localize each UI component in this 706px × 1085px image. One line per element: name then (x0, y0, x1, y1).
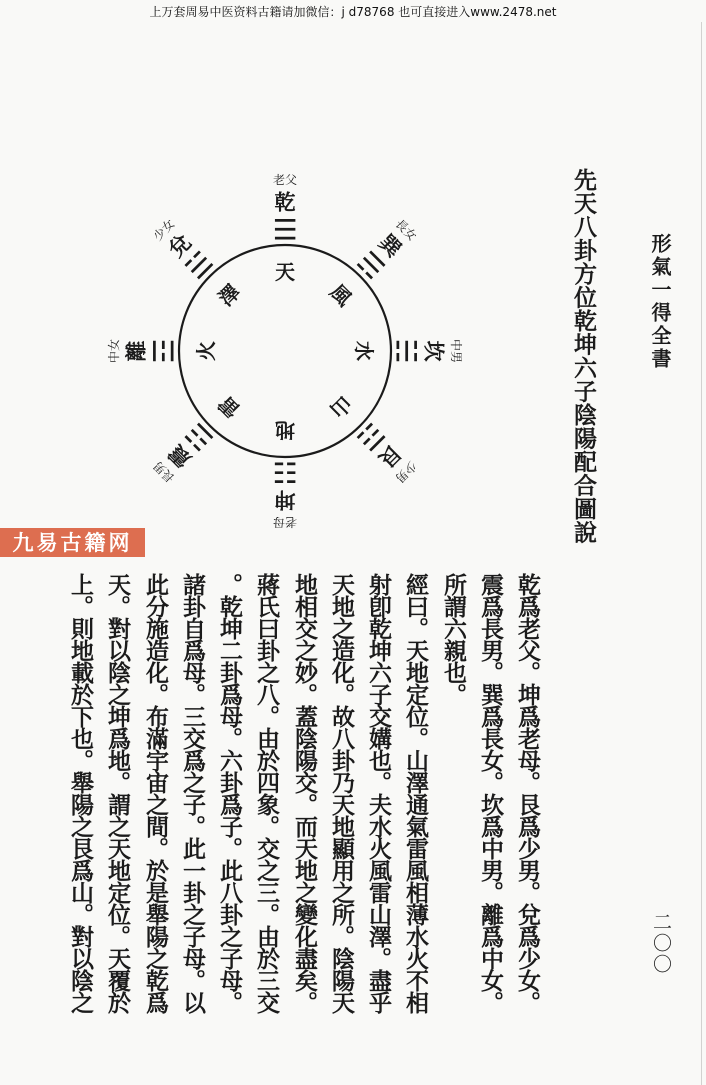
xun-element-label: 風 (325, 279, 357, 311)
body-column: 震爲長男。巽爲長女。坎爲中男。離爲中女。 (477, 573, 504, 1013)
qian-element-label: 天 (275, 260, 295, 284)
kun-trigram-icon: ☷ (272, 455, 298, 489)
body-column: 。乾坤二卦爲母。六卦爲子。此八卦之子母。 (216, 573, 243, 1013)
xun-trigram-group (323, 216, 419, 312)
running-title: 形氣一得全書 (648, 233, 672, 371)
dui-name-label: 兌 (163, 229, 196, 262)
kan-relation-label: 中男 (449, 338, 463, 364)
zhen-relation-label: 長男 (150, 458, 178, 486)
kun-relation-label: 老母 (272, 515, 298, 529)
page-number: 二〇〇 (650, 912, 672, 975)
header-notice: 上万套周易中医资料古籍请加微信：j d78768 也可直接进入www.2478.net (149, 5, 557, 19)
gen-relation-label: 少男 (392, 458, 420, 486)
dui-element-label: 澤 (213, 279, 245, 311)
li-relation-label: 中女 (107, 338, 121, 364)
qian-relation-label: 老父 (272, 173, 298, 187)
xun-name-label: 巽 (374, 229, 407, 262)
body-column: 此分施造化。布滿宇宙之間。於是舉陽之乾爲 (142, 573, 169, 1013)
body-column: 射卽乾坤六子交媾也。夫水火風雷山澤。盡乎 (365, 573, 392, 1013)
body-column: 乾爲老父。坤爲老母。艮爲少男。兌爲少女。 (514, 573, 541, 1013)
trigram-layer (106, 172, 464, 530)
body-column: 地相交之妙。蓋陰陽交。而天地之變化盡矣。 (291, 573, 318, 1013)
dui-trigram-group (150, 216, 247, 313)
kun-element-label: 地 (275, 418, 295, 442)
kan-trigram-icon: ☵ (389, 338, 423, 364)
li-trigram-group (106, 338, 218, 363)
dui-relation-label: 少女 (150, 216, 178, 244)
xun-trigram-icon: ☴ (350, 244, 392, 286)
gen-trigram-group (323, 389, 420, 486)
page-edge (701, 22, 702, 1085)
kan-trigram-group (352, 338, 464, 363)
kan-name-label: 坎 (421, 340, 447, 362)
zhen-trigram-group (150, 389, 246, 485)
gen-element-label: 山 (325, 391, 357, 423)
body-column: 諸卦自爲母。三交爲之子。此一卦之子母。以 (179, 573, 206, 1013)
qian-trigram-group (272, 172, 297, 284)
zhen-trigram-icon: ☳ (178, 416, 220, 458)
qian-name-label: 乾 (274, 189, 296, 215)
kun-trigram-group (272, 418, 297, 530)
gen-trigram-icon: ☶ (350, 416, 392, 458)
kan-element-label: 水 (352, 341, 376, 361)
kun-name-label: 坤 (274, 487, 296, 513)
zhen-element-label: 雷 (213, 391, 245, 423)
body-column: 上。則地載於下也。舉陽之艮爲山。對以陰之 (67, 573, 94, 1013)
section-title: 先天八卦方位乾坤六子陰陽配合圖說 (570, 168, 597, 544)
li-trigram-icon: ☲ (147, 338, 181, 364)
li-element-label: 火 (194, 341, 218, 361)
body-column: 蔣氏曰卦之八。由於四象。交之三。由於三交 (253, 573, 280, 1013)
diagram-circle (179, 245, 391, 457)
zhen-name-label: 震 (163, 440, 196, 473)
xun-relation-label: 長女 (392, 216, 420, 244)
body-column: 所謂六親也。 (440, 573, 467, 705)
dui-trigram-icon: ☱ (178, 244, 220, 286)
body-column: 天地之造化。故八卦乃天地顯用之所。陰陽天 (328, 573, 355, 1013)
body-column: 經曰。天地定位。山澤通氣雷風相薄水火不相 (402, 573, 429, 1013)
qian-trigram-icon: ☰ (272, 213, 298, 247)
gen-name-label: 艮 (374, 440, 407, 473)
site-watermark: 九易古籍网 (0, 528, 145, 557)
li-name-label: 離 (123, 340, 149, 362)
body-column: 天。對以陰之坤爲地。謂之天地定位。天覆於 (104, 573, 131, 1013)
